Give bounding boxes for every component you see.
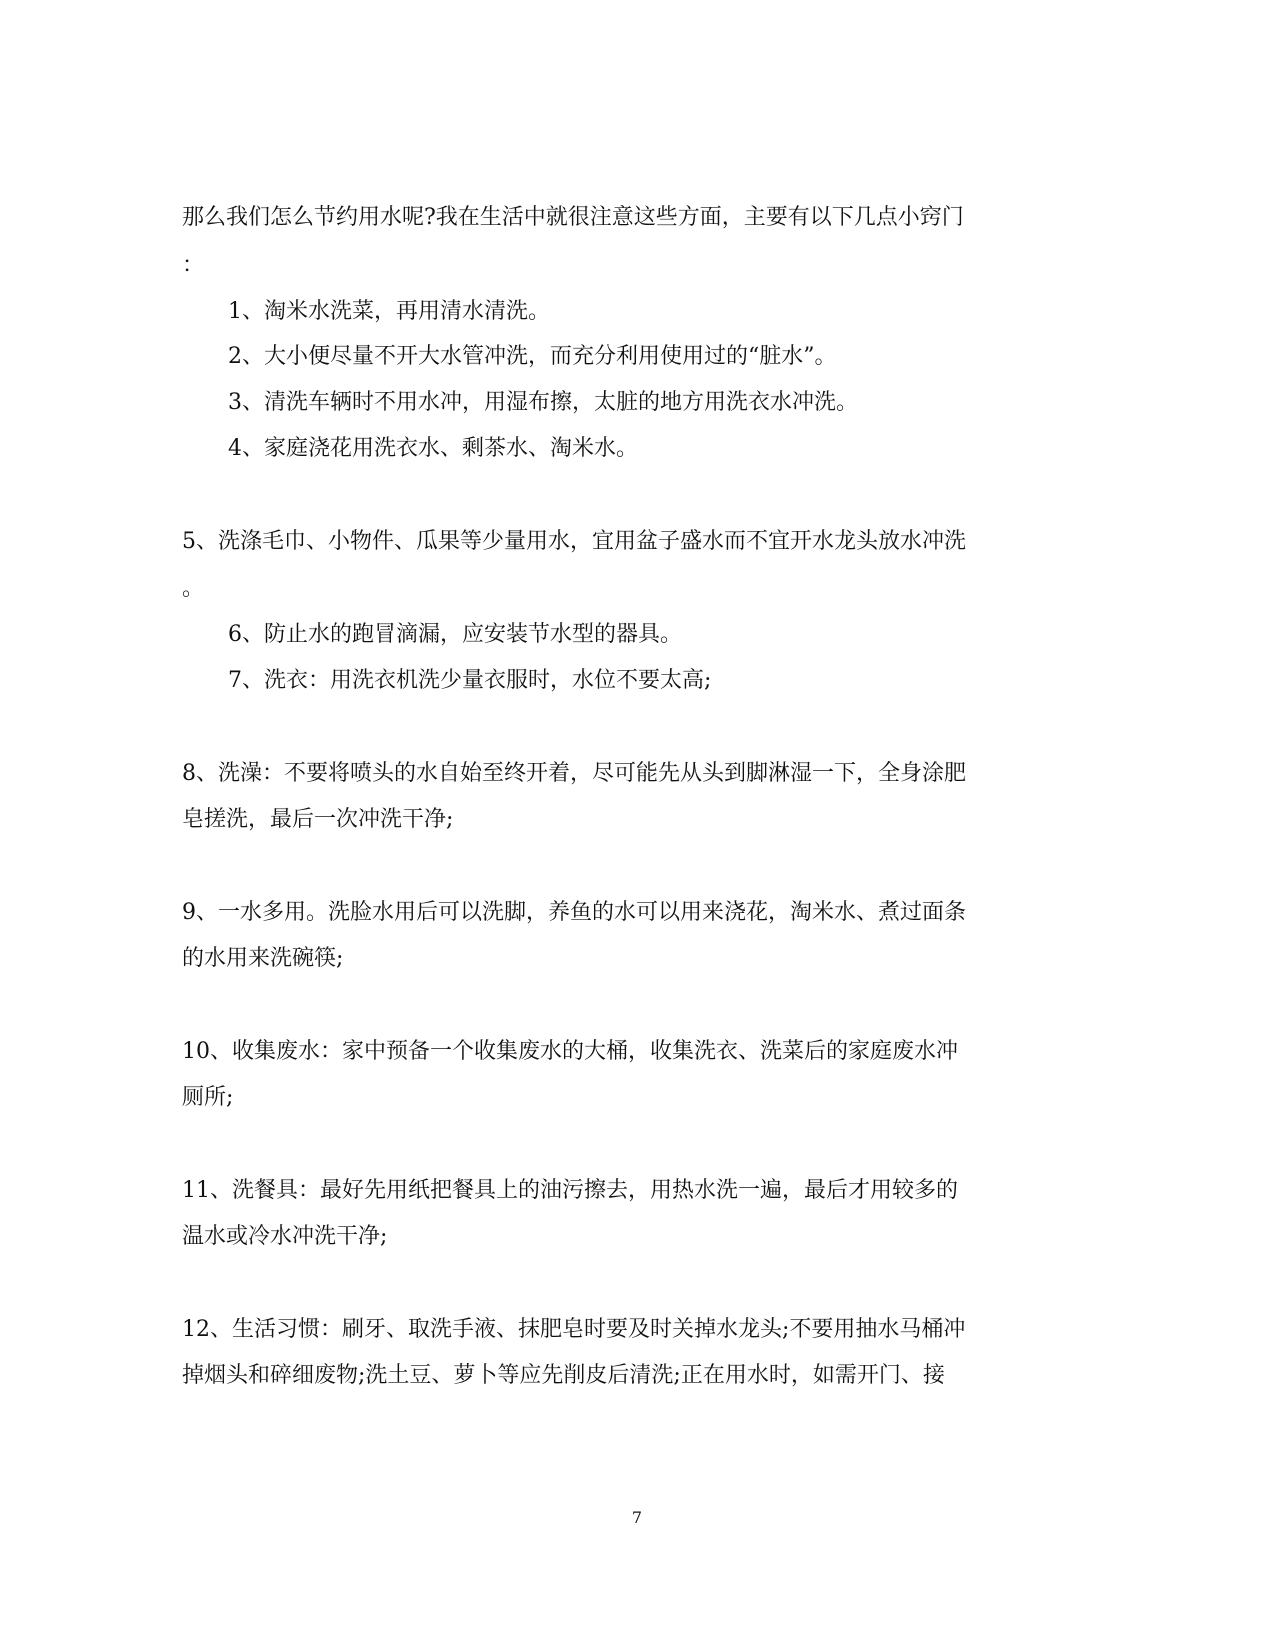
intro-line-1: 那么我们怎么节约用水呢?我在生活中就很注意这些方面，主要有以下几点小窍门 <box>182 205 964 230</box>
list-item-1: 1、淘米水洗菜，再用清水清洗。 <box>228 299 550 324</box>
intro-line-2: ： <box>182 253 205 278</box>
page-number: 7 <box>631 1508 643 1527</box>
list-item-9-line-1: 9、一水多用。洗脸水用后可以洗脚，养鱼的水可以用来浇花，淘米水、煮过面条 <box>182 900 966 925</box>
list-item-6: 6、防止水的跑冒滴漏，应安装节水型的器具。 <box>228 622 682 647</box>
list-item-12-line-2: 掉烟头和碎细废物;洗土豆、萝卜等应先削皮后清洗;正在用水时，如需开门、接 <box>182 1363 945 1388</box>
list-item-3: 3、清洗车辆时不用水冲，用湿布擦，太脏的地方用洗衣水冲洗。 <box>228 390 858 415</box>
list-item-8-line-2: 皂搓洗，最后一次冲洗干净; <box>182 807 454 832</box>
list-item-10-line-2: 厕所; <box>182 1085 234 1110</box>
list-item-7: 7、洗衣：用洗衣机洗少量衣服时，水位不要太高; <box>228 668 712 693</box>
list-item-2: 2、大小便尽量不开大水管冲洗，而充分利用使用过的“脏水”。 <box>228 344 837 369</box>
list-item-11-line-2: 温水或冷水冲洗干净; <box>182 1224 388 1249</box>
list-item-10-line-1: 10、收集废水：家中预备一个收集废水的大桶，收集洗衣、洗菜后的家庭废水冲 <box>182 1039 958 1064</box>
list-item-5-line-1: 5、洗涤毛巾、小物件、瓜果等少量用水，宜用盆子盛水而不宜开水龙头放水冲洗 <box>182 529 966 554</box>
list-item-5-line-2: 。 <box>182 576 205 601</box>
list-item-9-line-2: 的水用来洗碗筷; <box>182 946 344 971</box>
list-item-8-line-1: 8、洗澡：不要将喷头的水自始至终开着，尽可能先从头到脚淋湿一下，全身涂肥 <box>182 761 966 786</box>
list-item-11-line-1: 11、洗餐具：最好先用纸把餐具上的油污擦去，用热水洗一遍，最后才用较多的 <box>182 1178 958 1203</box>
list-item-12-line-1: 12、生活习惯：刷牙、取洗手液、抹肥皂时要及时关掉水龙头;不要用抽水马桶冲 <box>182 1317 966 1342</box>
list-item-4: 4、家庭浇花用洗衣水、剩茶水、淘米水。 <box>228 436 638 461</box>
